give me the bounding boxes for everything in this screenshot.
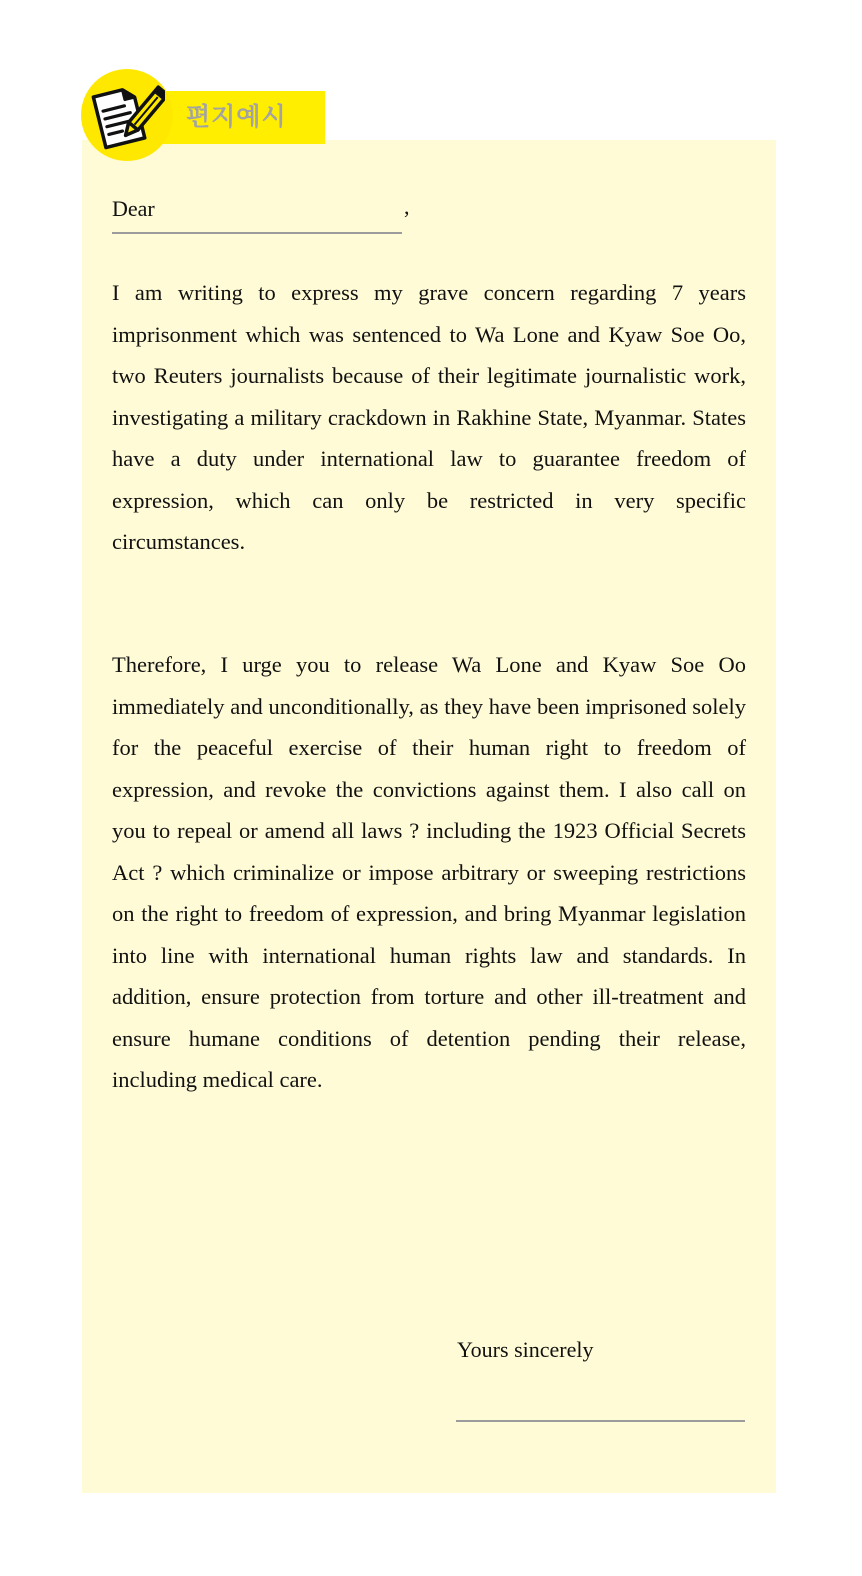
salutation-label: Dear [112,196,155,221]
signature-field[interactable] [456,1420,745,1422]
recipient-field[interactable] [112,232,402,234]
letter-paragraph-2: Therefore, I urge you to release Wa Lone and Kyaw Soe Oo immediately and unconditionally, as they have been imprisoned solely for the peaceful exercise of their human right to freedom of expression, and revoke the convictions against them. I also call on you to repeal or amend all laws ? including the 1923 Official Secrets Act ? which criminalize or impose arbitrary or sweeping restrictions on the right to freedom of expression, and bring Myanmar legislation into line with international human rights law and standards. In addition, ensure protection from torture and other ill-treatment and ensure humane conditions of detention pending their release, including medical care. [112,652,746,1092]
letter-with-pencil-icon [91,79,165,151]
header-badge [81,69,173,161]
header-title: 편지예시 [186,102,287,131]
salutation-comma: , [404,194,410,219]
closing-label: Yours sincerely [457,1337,594,1362]
letter-paragraph-1: I am writing to express my grave concern regarding 7 years imprisonment which was sentenced to Wa Lone and Kyaw Soe Oo, two Reuters journalists because of their legitimate journalistic work, investigating a military crackdown in Rakhine State, Myanmar. States have a duty under international law to guarantee freedom of expression, which can only be restricted in very specific circumstances. [112,280,746,554]
